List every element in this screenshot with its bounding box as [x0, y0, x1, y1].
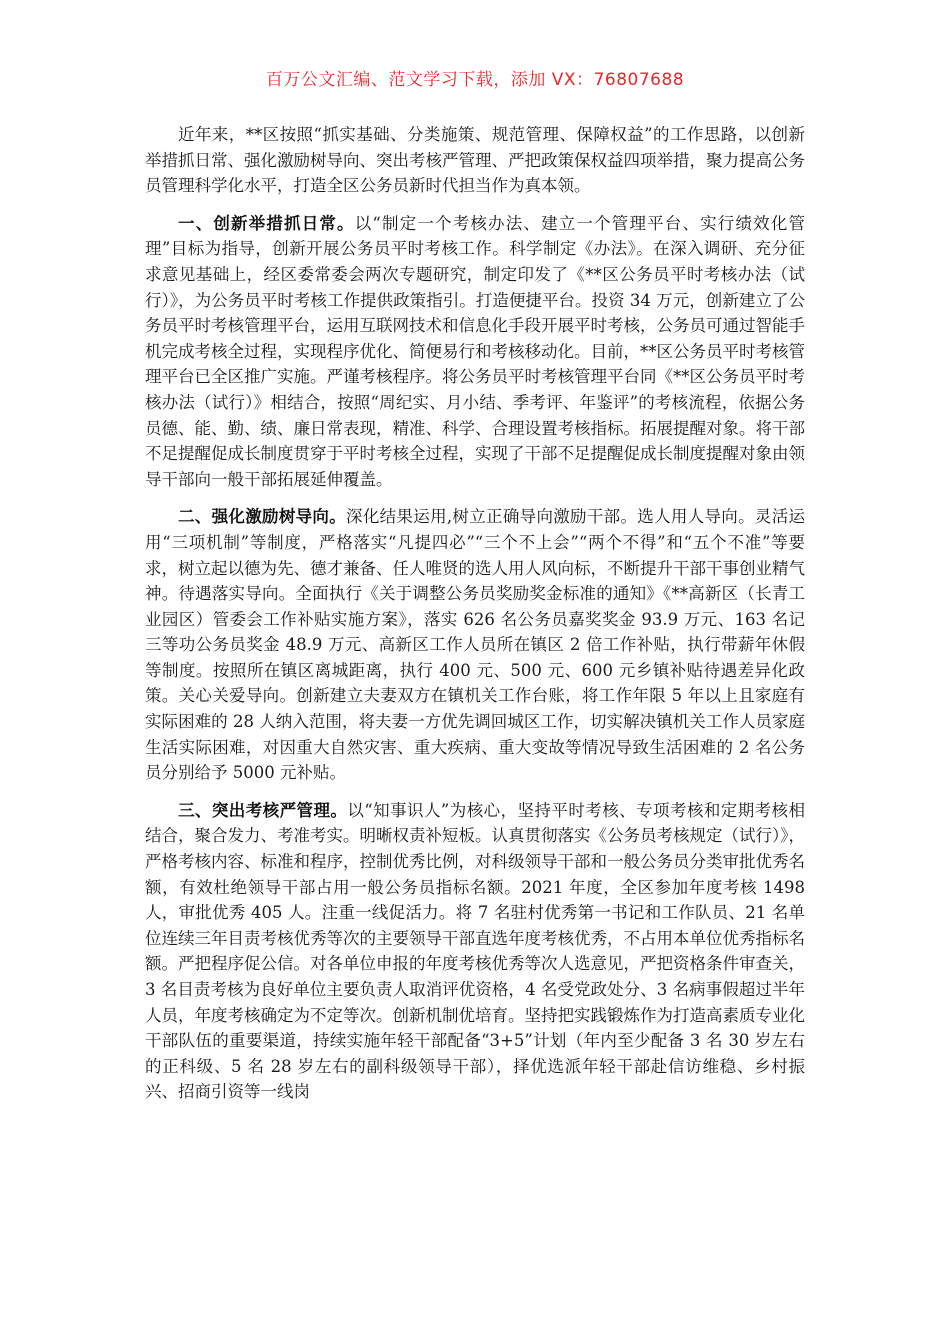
section-text-1: 以“制定一个考核办法、建立一个管理平台、实行绩效化管理”目标为指导，创新开展公务员平时考核工作。科学制定《办法》。在深入调研、充分征求意见基础上，经区委常委会两次专题研究，制定印发了《**区公务员平时考核办法（试行）》，为公务员平时考核工作提供政策指引。打造便捷平台。投资 34 万元，创新建立了公务员平时考核管理平台，运用互联网技术和信息化手段开展平时考核，公务员可通过智能手机完成考核全过程，实现程序优化、简便易行和考核移动化。目前，**区公务员平时考核管理平台已全区推广实施。严谨考核程序。将公务员平时考核管理平台同《**区公务员平时考核办法（试行）》相结合，按照“周纪实、月小结、季考评、年鉴评”的考核流程，依据公务员德、能、勤、绩、廉日常表现，精准、科学、合理设置考核指标。拓展提醒对象。将干部不足提醒促成长制度贯穿于平时考核全过程，实现了干部不足提醒促成长制度提醒对象由领导干部向一般干部拓展延伸覆盖。 — [145, 213, 806, 489]
section-paragraph-2 — [145, 504, 805, 786]
section-text-3: 以“知事识人”为核心，坚持平时考核、专项考核和定期考核相结合，聚合发力、考准考实。明晰权责补短板。认真贯彻落实《公务员考核规定（试行）》，严格考核内容、标准和程序，控制优秀比例，对科级领导干部和一般公务员分类审批优秀名额，有效杜绝领导干部占用一般公务员指标名额。2021 年度，全区参加年度考核 1498 人，审批优秀 405 人。注重一线促活力。将 7 名驻村优秀第一书记和工作队员、21 名单位连续三年目责考核优秀等次的主要领导干部直选年度考核优秀，不占用本单位优秀指标名额。严把程序促公信。对各单位申报的年度考核优秀等次人选意见，严把资格条件审查关，3 名目责考核为良好单位主要负责人取消评优资格，4 名受党政处分、3 名病事假超过半年人员，年度考核确定为不定等次。创新机制优培育。坚持把实践锻炼作为打造高素质专业化干部队伍的重要渠道，持续实施年轻干部配备“3+5”计划（年内至少配备 3 名 30 岁左右的正科级、5 名 28 岁左右的副科级领导干部），择优选派年轻干部赴信访维稳、乡村振兴、招商引资等一线岗 — [145, 800, 805, 1102]
section-text-2: 深化结果运用,树立正确导向激励干部。选人用人导向。灵活运用“三项机制”等制度，严格落实“凡提四必”“三个不上会”“两个不得”和“五个不准”等要求，树立起以德为先、德才兼备、任人唯贤的选人用人风向标，不断提升干部干事创业精气神。待遇落实导向。全面执行《关于调整公务员奖励奖金标准的通知》《**高新区（长青工业园区）管委会工作补贴实施方案》，落实 626 名公务员嘉奖奖金 93.9 万元、163 名记三等功公务员奖金 48.9 万元、高新区工作人员所在镇区 2 倍工作补贴，执行带薪年休假等制度。按照所在镇区离城距离，执行 400 元、500 元、600 元乡镇补贴待遇差异化政策。关心关爱导向。创新建立夫妻双方在镇机关工作台账，将工作年限 5 年以上且家庭有实际困难的 28 人纳入范围，将夫妻一方优先调回城区工作，切实解决镇机关工作人员家庭生活实际困难，对因重大自然灾害、重大疾病、重大变故等情况导致生活困难的 2 名公务员分别给予 5000 元补贴。 — [145, 507, 806, 783]
section-heading-2: 二、强化激励树导向。 — [178, 507, 347, 527]
section-heading-3: 三、突出考核严管理。 — [178, 800, 348, 820]
section-paragraph-3 — [145, 798, 805, 1105]
section-heading-1: 一、创新举措抓日常。 — [178, 213, 355, 233]
article-body — [145, 122, 805, 1117]
section-paragraph-1 — [145, 211, 805, 493]
promo-banner: 百万公文汇编、范文学习下载，添加 VX：76807688 — [265, 70, 685, 90]
intro-paragraph: 近年来，**区按照“抓实基础、分类施策、规范管理、保障权益”的工作思路，以创新举措抓日常、强化激励树导向、突出考核严管理、严把政策保权益四项举措，聚力提高公务员管理科学化水平，打造全区公务员新时代担当作为真本领。 — [145, 125, 805, 196]
